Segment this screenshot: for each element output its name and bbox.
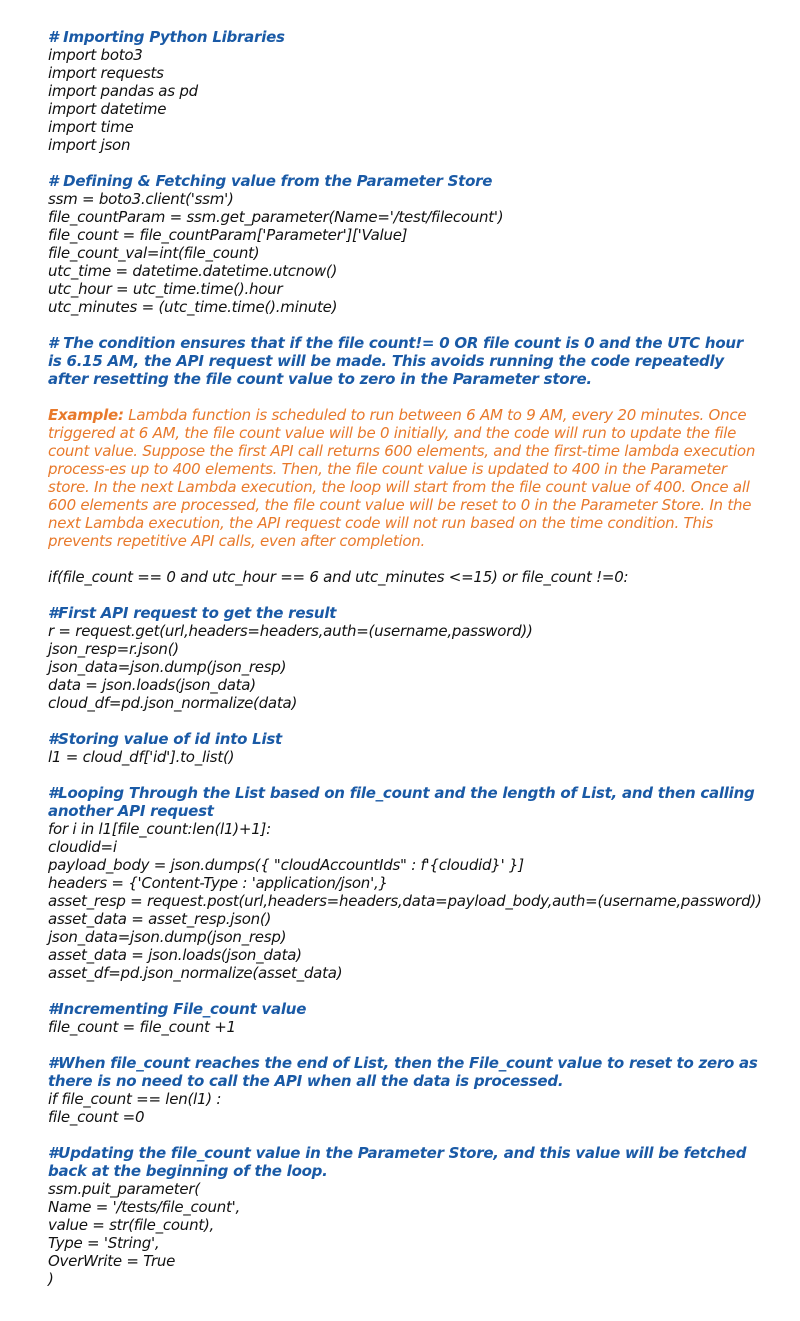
looping-section [48,784,760,982]
code-line: OverWrite = True [48,1252,176,1270]
imports-comment: # Importing Python Libraries [48,28,285,46]
example-text: Lambda function is scheduled to run between 6 AM to 9 AM, every 20 minutes. Once triggered at 6 AM, the file count value will be 0 initially, and the code will run to update the file count value. Suppose the first API call returns 600 elements, and the first-time lambda execution process-es up to 400 elements. Then, the file count value is updated to 400 in the Parameter store. In the next Lambda execution, the loop will start from the file count value of 400. Once all 600 elements are processed, the file count value will be reset to 0 in the Parameter Store. In the next Lambda execution, the API request code will not run based on the time condition. This prevents repetitive API calls, even after completion. [48,406,756,550]
if-condition-line: if(file_count == 0 and utc_hour == 6 and utc_minutes <=15) or file_count !=0: [48,568,629,586]
code-line: utc_hour = utc_time.time().hour [48,280,283,298]
code-line: utc_minutes = (utc_time.time().minute) [48,298,338,316]
update-section [48,1144,760,1288]
condition-section [48,334,760,388]
code-line: import datetime [48,100,167,118]
params-comment: # Defining & Fetching value from the Parameter Store [48,172,493,190]
first-request-section [48,604,760,712]
code-document [48,28,760,1288]
code-line: l1 = cloud_df['id'].to_list() [48,748,235,766]
code-line: ssm = boto3.client('ssm') [48,190,234,208]
code-line: utc_time = datetime.datetime.utcnow() [48,262,338,280]
code-line: import time [48,118,134,136]
code-line: r = request.get(url,headers=headers,auth=(username,password)) [48,622,533,640]
code-line: headers = {'Content-Type : 'application/json',} [48,874,388,892]
increment-section [48,1000,760,1036]
update-comment: #Updating the file_count value in the Parameter Store, and this value will be fetched back at the beginning of the loop. [48,1144,747,1180]
code-line: file_count =0 [48,1108,145,1126]
code-line: if file_count == len(l1) : [48,1090,222,1108]
code-line: cloud_df=pd.json_normalize(data) [48,694,298,712]
reset-section [48,1054,760,1126]
code-line: file_count = file_count +1 [48,1018,236,1036]
store-ids-section [48,730,760,766]
reset-comment: #When file_count reaches the end of List, then the File_count value to reset to zero as there is no need to call the API when all the data is processed. [48,1054,758,1090]
code-line: value = str(file_count), [48,1216,215,1234]
code-line: asset_resp = request.post(url,headers=headers,data=payload_body,auth=(username,password)) [48,892,762,910]
increment-comment: #Incrementing File_count value [48,1000,307,1018]
imports-section [48,28,760,154]
code-line: import boto3 [48,46,143,64]
store-ids-comment: #Storing value of id into List [48,730,282,748]
code-line: cloudid=i [48,838,117,856]
first-request-comment: #First API request to get the result [48,604,337,622]
params-section [48,172,760,316]
code-line: payload_body = json.dumps({ "cloudAccountIds" : f'{cloudid}' }] [48,856,524,874]
code-line: import json [48,136,131,154]
looping-comment: #Looping Through the List based on file_count and the length of List, and then calling another API request [48,784,755,820]
code-line: for i in l1[file_count:len(l1)+1]: [48,820,271,838]
example-label: Example: [48,406,124,424]
code-line: data = json.loads(json_data) [48,676,256,694]
code-line: import requests [48,64,164,82]
code-line: asset_df=pd.json_normalize(asset_data) [48,964,343,982]
code-line: ssm.puit_parameter( [48,1180,200,1198]
code-line: Type = 'String', [48,1234,160,1252]
code-line: json_data=json.dump(json_resp) [48,928,287,946]
code-line: json_resp=r.json() [48,640,179,658]
code-line: json_data=json.dump(json_resp) [48,658,287,676]
example-paragraph [48,406,760,550]
code-line: ) [48,1270,54,1288]
code-line: import pandas as pd [48,82,198,100]
code-line: asset_data = asset_resp.json() [48,910,272,928]
code-line: file_countParam = ssm.get_parameter(Name='/test/filecount') [48,208,504,226]
code-line: file_count_val=int(file_count) [48,244,260,262]
code-line: Name = '/tests/file_count', [48,1198,241,1216]
code-line: file_count = file_countParam['Parameter']['Value] [48,226,408,244]
condition-comment: # The condition ensures that if the file count!= 0 OR file count is 0 and the UTC hour is 6.15 AM, the API request will be made. This avoids running the code repeatedly after resetting the file count value to zero in the Parameter store. [48,334,743,388]
code-line: asset_data = json.loads(json_data) [48,946,302,964]
